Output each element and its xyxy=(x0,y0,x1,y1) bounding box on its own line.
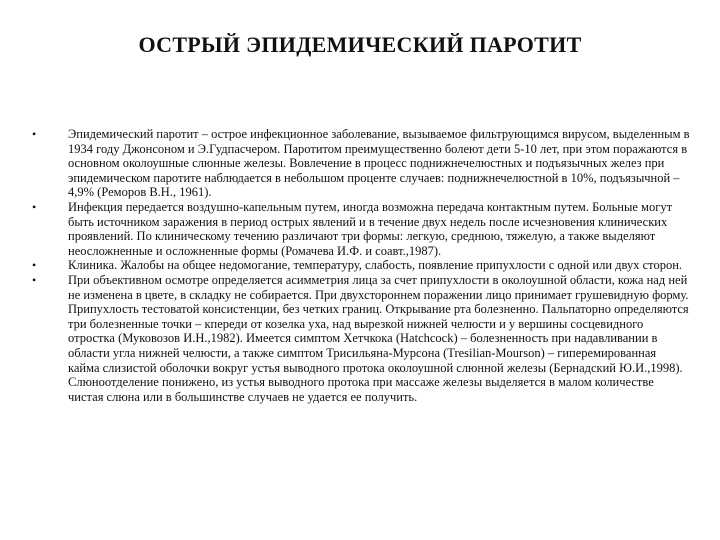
bullet-icon: • xyxy=(32,127,37,141)
bullet-icon: • xyxy=(32,199,37,214)
bullet-text: При объективном осмотре определяется асимметрия лица за счет припухлости в околоушной области, кожа над ней не изменена в цвете, в складку не собирается. При двухстороннем поражении лицо принимает грушевидную форму. Припухлость тестоватой консистенции, без четких границ. Открывание рта болезненно. Пальпаторно определяются три болезненные точки – кпереди от козелка уха, над вырезкой нижней челюсти и у вершины сосцевидного отростка (Муковозов И.Н.,1982). Имеется симптом Хетчкока (Hatchcock) – болезненность при надавливании в области угла нижней челюсти, а также симптом Трисильяна-Мурсона (Tresilian-Mourson) – гиперемированная кайма слизистой оболочки вокруг устья выводного протока околоушной слюнной железы (Бернадский Ю.И.,1998). Слюноотделение понижено, из устья выводного протока при массаже железы выделяется в малом количестве чистая слюна или в большинстве случаев не удается ее получить. xyxy=(68,272,689,404)
bullet-item xyxy=(30,258,690,273)
bullet-list xyxy=(30,127,690,404)
bullet-icon: • xyxy=(32,272,37,287)
bullet-text: Эпидемический паротит – острое инфекционное заболевание, вызываемое фильтрующимся вирусом, выделенным в 1934 году Джонсоном и Э.Гудпасчером. Паротитом преимущественно болеют дети 5-10 лет, при этом поражаются в основном околоушные слюнные железы. Вовлечение в процесс поднижнечелюстных и подъязычных желез при эпидемическом паротите наблюдается в небольшом проценте случаев: поднижнечелюстной в 10%, подъязычной – 4,9% (Реморов В.Н., 1961). xyxy=(68,127,690,200)
bullet-text: Инфекция передается воздушно-капельным путем, иногда возможна передача контактным путем. Больные могут быть источником заражения в период острых явлений и в течение двух недель после исчезновения клинических проявлений. По клиническому течению различают три формы: легкую, среднюю, тяжелую, а также выделяют неосложненные и осложненные формы (Ромачева И.Ф. и соавт.,1987). xyxy=(68,199,673,258)
bullet-icon: • xyxy=(32,258,37,273)
slide-title: ОСТРЫЙ ЭПИДЕМИЧЕСКИЙ ПАРОТИТ xyxy=(138,32,582,57)
bullet-item xyxy=(30,200,690,258)
bullet-item xyxy=(30,273,690,404)
bullet-item xyxy=(30,127,690,200)
bullet-text: Клиника. Жалобы на общее недомогание, температуру, слабость, появление припухлости с одной или двух сторон. xyxy=(68,258,683,273)
